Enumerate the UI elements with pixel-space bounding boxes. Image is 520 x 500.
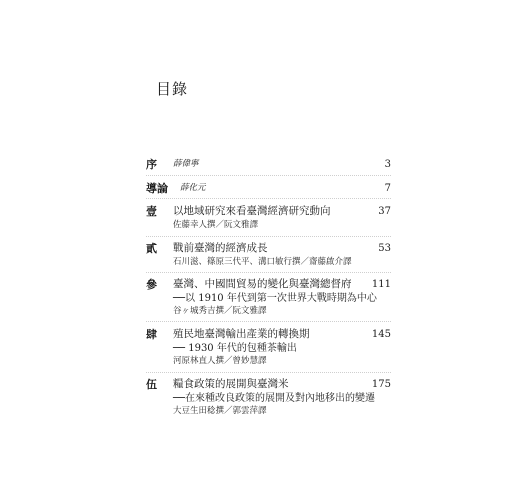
entry-subtitle: ──在來種改良政策的展開及對內地移出的變遷 [173,393,376,404]
entry-author: 谷ヶ城秀吉撰／阮文雅譯 [173,306,267,316]
entry-page-number: 3 [384,159,391,170]
entry-divider [146,198,391,199]
entry-page-number: 145 [371,329,391,340]
entry-author: 大豆生田稔撰／郭雲萍譯 [173,406,267,416]
entry-divider [146,372,391,373]
entry-subtitle: ── 1930 年代的包種茶輸出 [173,343,297,354]
entry-page-number: 37 [378,206,391,217]
entry-page-number: 7 [384,183,391,194]
entry-number: 貳 [146,242,157,255]
entry-title: 戰前臺灣的經濟成長 [173,242,268,254]
entry-title: 臺灣、中國間貿易的變化與臺灣總督府 [173,278,352,290]
entry-number: 序 [146,158,157,171]
entry-number: 伍 [146,378,157,391]
toc-entry-chapter-3[interactable] [146,277,391,318]
entry-divider [146,272,391,273]
page-title: 目錄 [156,80,189,98]
entry-number: 導論 [146,182,168,195]
toc-entry-chapter-1[interactable] [146,204,391,232]
entry-number: 參 [146,278,157,291]
entry-title: 以地域研究來看臺灣經濟研究動向 [173,205,331,217]
entry-author: 薛化元 [180,183,206,193]
entry-divider [146,236,391,237]
entry-author: 佐藤幸人撰／阮文雅譯 [173,220,259,230]
entry-page-number: 175 [371,379,391,390]
entry-title: 殖民地臺灣輸出產業的轉換期 [173,328,310,340]
entry-number: 肆 [146,328,157,341]
entry-author: 薛偉寧 [173,159,199,169]
entry-page-number: 53 [378,243,391,254]
entry-subtitle: ──以 1910 年代到第一次世界大戰時期為中心 [173,293,377,304]
toc-entry-chapter-2[interactable] [146,241,391,269]
entry-number: 壹 [146,205,157,218]
entry-page-number: 111 [371,279,391,290]
toc-entry-chapter-4[interactable] [146,327,391,368]
entry-divider [146,175,391,176]
entry-title: 糧食政策的展開與臺灣米 [173,378,289,390]
toc-entry-preface[interactable] [146,157,391,172]
entry-divider [146,321,391,322]
entry-author: 河原林直人撰／曾妙慧譯 [173,356,267,366]
toc-entry-introduction[interactable] [146,181,391,196]
toc-entry-chapter-5[interactable] [146,377,391,418]
entry-author: 石川滋、篠原三代平、溝口敏行撰／齋藤啟介譯 [173,257,352,267]
